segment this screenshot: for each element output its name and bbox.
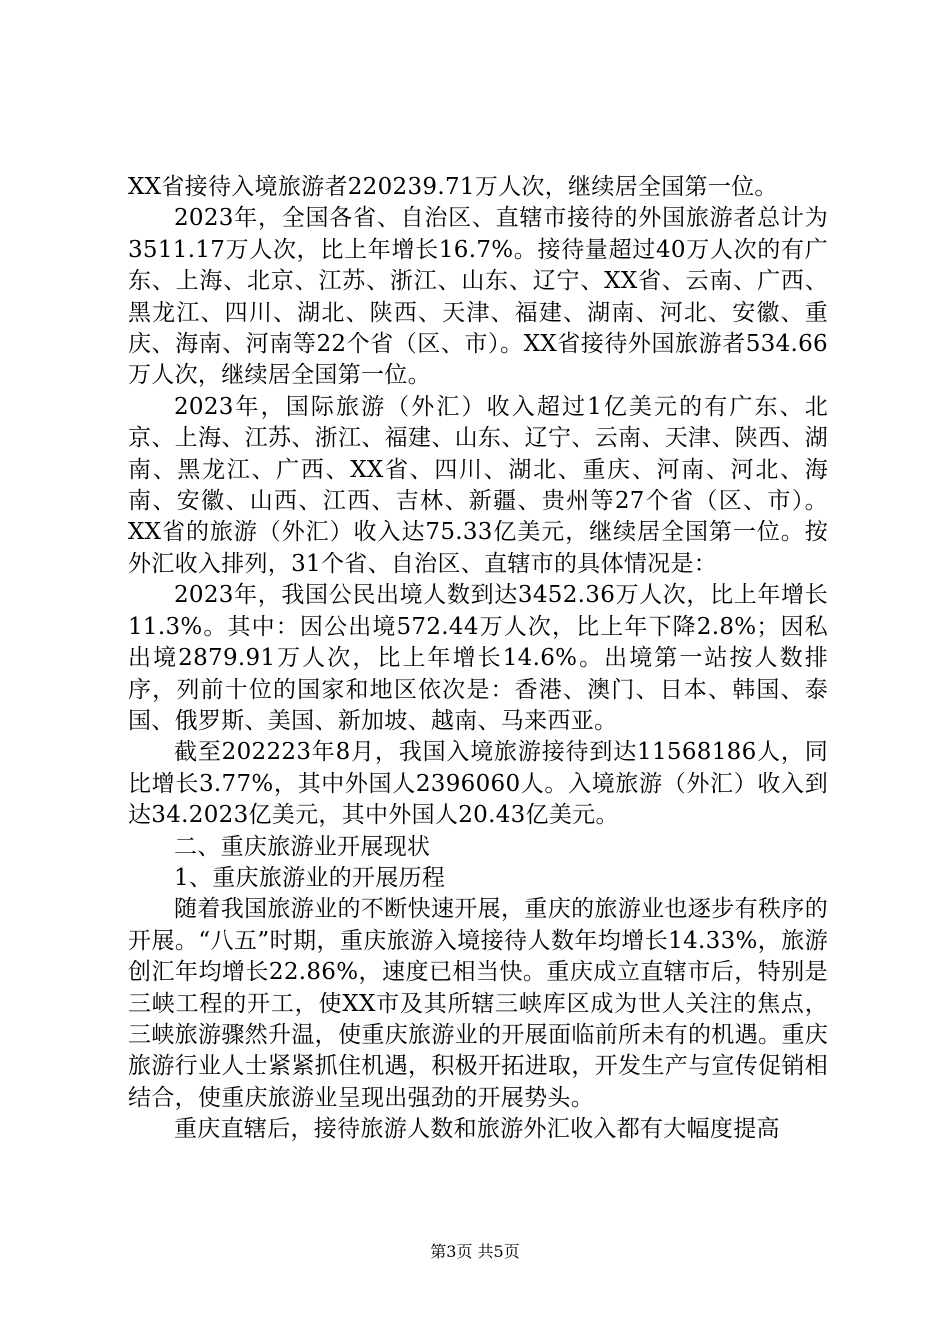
paragraph-forex-income: 2023年，国际旅游（外汇）收入超过1亿美元的有广东、北京、上海、江苏、浙江、福建、山东、辽宁、云南、天津、陕西、湖南、黑龙江、广西、XX省、四川、湖北、重庆、河南、河北、海南、安徽、山西、江西、吉林、新疆、贵州等27个省（区、市）。XX省的旅游（外汇）收入达75.33亿美元，继续居全国第一位。按外汇收入排列，31个省、自治区、直辖市的具体情况是： xyxy=(128,393,828,577)
page-number-footer: 第3页 共5页 xyxy=(430,1242,520,1261)
paragraph-continuation: XX省接待入境旅游者220239.71万人次，继续居全国第一位。 xyxy=(128,174,778,200)
subsection-heading: 1、重庆旅游业的开展历程 xyxy=(174,864,446,891)
paragraph-outbound: 2023年，我国公民出境人数到达3452.36万人次，比上年增长11.3%。其中：因公出境572.44万人次，比上年下降2.8%；因私出境2879.91万人次，比上年增长14.6%。出境第一站按人数排序，列前十位的国家和地区依次是：香港、澳门、日本、韩国、泰国、俄罗斯、美国、新加坡、越南、马来西亚。 xyxy=(128,582,828,734)
paragraph-chongqing-after: 重庆直辖后，接待旅游人数和旅游外汇收入都有大幅度提高 xyxy=(174,1116,780,1143)
section-heading: 二、重庆旅游业开展现状 xyxy=(174,833,431,860)
paragraph-inbound-2022: 截至202223年8月，我国入境旅游接待到达11568186人，同比增长3.77%，其中外国人2396060人。入境旅游（外汇）收入到达34.2023亿美元，其中外国人20.43亿美元。 xyxy=(128,739,828,829)
paragraph-chongqing-history: 随着我国旅游业的不断快速开展，重庆的旅游业也逐步有秩序的开展。“八五”时期，重庆旅游入境接待人数年均增长14.33%，旅游创汇年均增长22.86%，速度已相当快。重庆成立直辖市后，特别是三峡工程的开工，使XX市及其所辖三峡库区成为世人关注的焦点，三峡旅游骤然升温，使重庆旅游业的开展面临前所未有的机遇。重庆旅游行业人士紧紧抓住机遇，积极开拓进取，开发生产与宣传促销相结合，使重庆旅游业呈现出强劲的开展势头。 xyxy=(128,896,828,1111)
paragraph-foreign-tourists: 2023年，全国各省、自治区、直辖市接待的外国旅游者总计为3511.17万人次，比上年增长16.7%。接待量超过40万人次的有广东、上海、北京、江苏、浙江、山东、辽宁、XX省、云南、广西、黑龙江、四川、湖北、陕西、天津、福建、湖南、河北、安徽、重庆、海南、河南等22个省（区、市）。XX省接待外国旅游者534.66万人次，继续居全国第一位。 xyxy=(128,205,828,389)
document-body xyxy=(128,172,828,1146)
